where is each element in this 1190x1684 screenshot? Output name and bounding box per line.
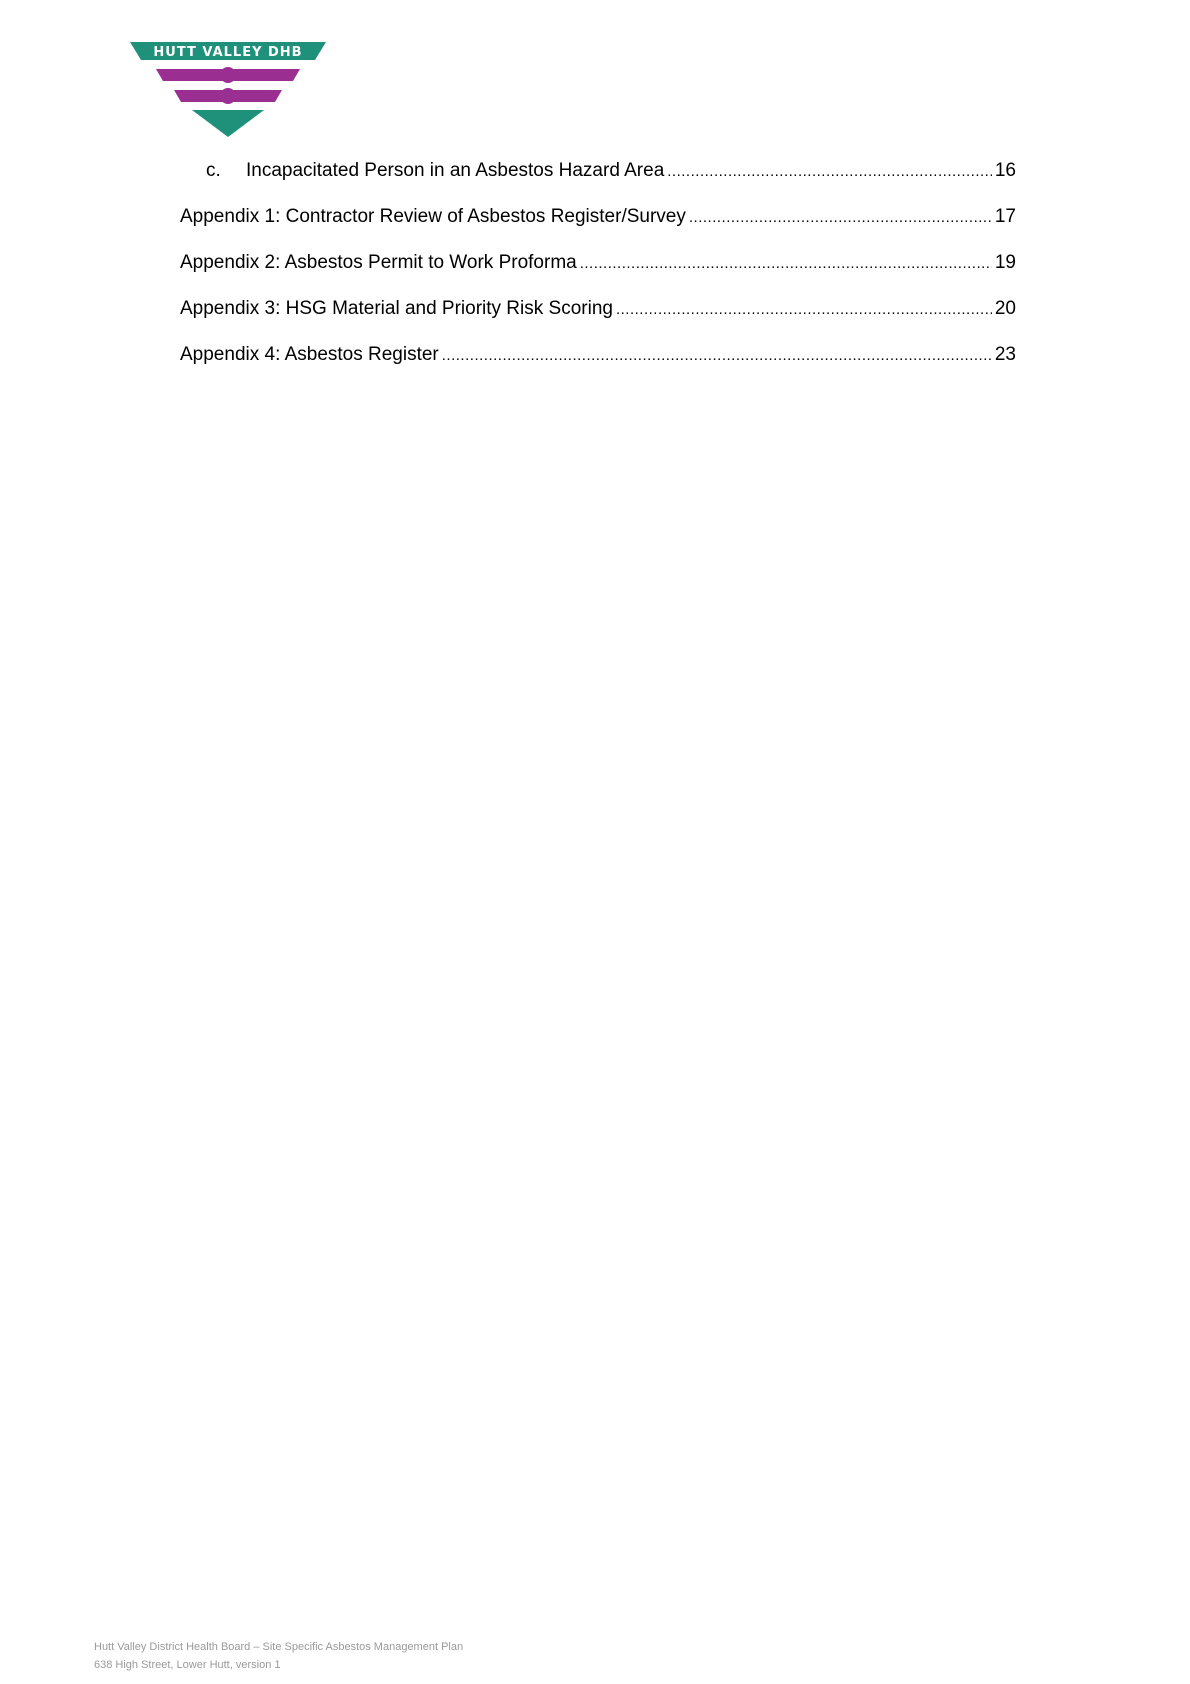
footer-line-address: 638 High Street, Lower Hutt, version 1 <box>94 1659 281 1671</box>
toc-entry-title: Incapacitated Person in an Asbestos Hazard Area <box>246 160 665 181</box>
toc-entry-page: 19 <box>994 252 1016 273</box>
toc-entry-title: Appendix 3: HSG Material and Priority Risk Scoring <box>180 298 613 319</box>
table-of-contents <box>180 160 1016 390</box>
toc-entry-page: 17 <box>994 206 1016 227</box>
toc-entry-page: 20 <box>994 298 1016 319</box>
dot-leader <box>689 209 992 226</box>
toc-entry[interactable] <box>180 344 1016 390</box>
dot-leader <box>442 347 992 364</box>
svg-text:HUTT VALLEY DHB: HUTT VALLEY DHB <box>153 45 303 60</box>
footer-line-title: Hutt Valley District Health Board – Site Specific Asbestos Management Plan <box>94 1641 464 1653</box>
hutt-valley-dhb-logo <box>130 42 326 142</box>
dot-leader <box>667 163 992 180</box>
toc-entry-title: Appendix 2: Asbestos Permit to Work Proforma <box>180 252 577 273</box>
toc-entry[interactable] <box>180 298 1016 344</box>
page-footer <box>94 1638 463 1674</box>
toc-entry-page: 23 <box>994 344 1016 365</box>
toc-entry-letter: c. <box>206 160 221 181</box>
dot-leader <box>580 255 992 272</box>
toc-entry-title: Appendix 4: Asbestos Register <box>180 344 439 365</box>
toc-entry[interactable] <box>180 206 1016 252</box>
toc-entry-title: Appendix 1: Contractor Review of Asbestos Register/Survey <box>180 206 686 227</box>
toc-entry-page: 16 <box>994 160 1016 181</box>
dot-leader <box>616 301 992 318</box>
toc-entry[interactable] <box>180 252 1016 298</box>
toc-entry[interactable] <box>180 160 1016 206</box>
